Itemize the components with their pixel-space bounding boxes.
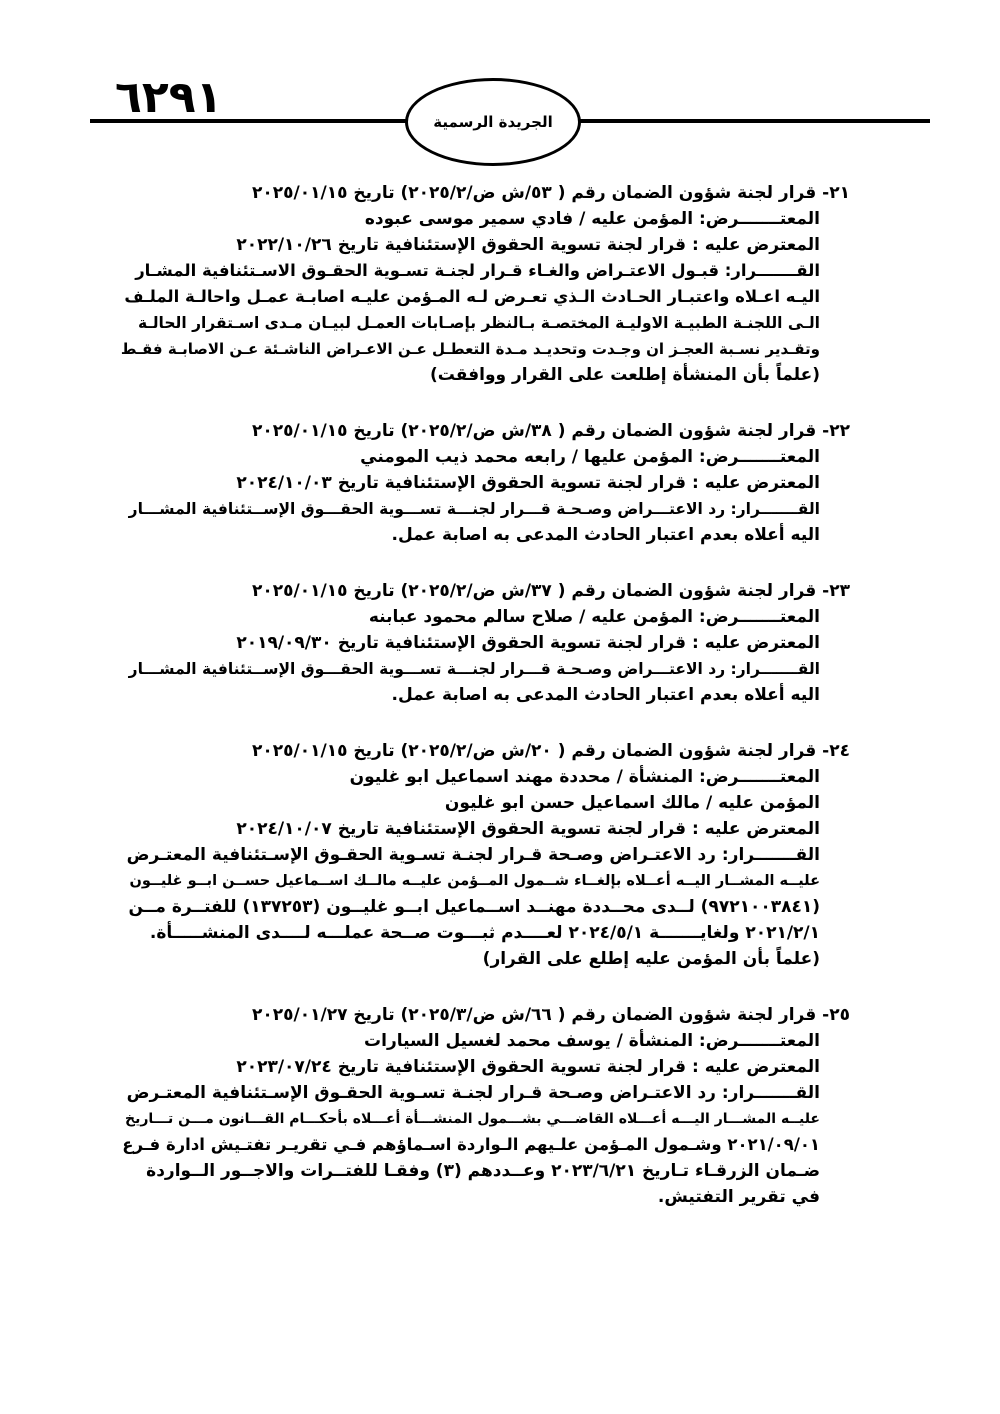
decision-line: القـــــــرار: رد الاعتـراض وصـحة قـرار لجنـة تسـوية الحقـوق الإسـتئنافية المعتـرض (126, 845, 820, 865)
decision-entry (118, 578, 850, 708)
decision-entry (118, 418, 850, 548)
document-body (118, 180, 850, 1240)
decision-line: عليــه المشـــار اليـــه أعـــلاه القاضـــي بشـــمول المنشـــأة أعـــلاه بأحكـــام القـــانون مـــن تـــاريخ (125, 1111, 820, 1127)
objector-line: المعتـــــــرض: المؤمن عليها / رابعه محمد ذيب المومني (360, 447, 820, 467)
entry-title: ٢٥- قرار لجنة شؤون الضمان رقم ( ٦٦/ش ض/٢٠٢٥/٣) تاريخ ٢٠٢٥/٠١/٢٧ (252, 1005, 850, 1025)
page-number: ٦٢٩١ (115, 72, 223, 123)
decision-entry (118, 1002, 850, 1210)
decision-line: ضـمان الزرقـاء تـاريخ ٢٠٢٣/٦/٢١ وعــددهم (٣) وفقـا للفتــرات والاجــور الــواردة (146, 1161, 820, 1181)
objected-against-line: المعترض عليه : قرار لجنة تسوية الحقوق الإستئنافية تاريخ ٢٠٢٣/٠٧/٢٤ (236, 1057, 820, 1077)
decision-line: (٩٧٢١٠٠٣٨٤١) لــدى محــددة مهنــد اســماعيل ابــو غليــون (١٣٧٢٥٣) للفتــرة مــن (128, 897, 820, 917)
decision-line: القـــــــرار: رد الاعتـراض وصـحة قـرار لجنـة تسـوية الحقـوق الإسـتئنافية المعتـرض (126, 1083, 820, 1103)
entry-title: ٢٤- قرار لجنة شؤون الضمان رقم ( ٢٠/ش ض/٢٠٢٥/٢) تاريخ ٢٠٢٥/٠١/١٥ (252, 741, 850, 761)
decision-line: وتقـدير نسـبة العجـز ان وجـدت وتحديـد مـدة التعطـل عـن الاعـراض الناشـئة عـن الاصابـة فقـط (120, 340, 820, 358)
decision-line: ٢٠٢١/٠٩/٠١ وشـمول المـؤمن علـيهم الـواردة اسـماؤهم فـي تقريـر تفتـيش ادارة فـرع (122, 1135, 820, 1154)
decision-line: اليـه اعـلاه واعتبـار الحـادث الـذي تعـرض لـه المـؤمن عليـه اصابـة عمـل واحالـة الملـف (124, 287, 820, 306)
decision-line: القـــــــرار: رد الاعتـــراض وصـحـة قـــرار لجنـــة تســـوية الحقـــوق الإســتئنافية المشـــار (128, 660, 820, 678)
decision-entry (118, 738, 850, 972)
gazette-title: الجريدة الرسمية (433, 113, 553, 131)
decision-line: اليه أعلاه بعدم اعتبار الحادث المدعى به اصابة عمل. (391, 685, 820, 705)
entry-title: ٢١- قرار لجنة شؤون الضمان رقم ( ٥٣/ش ض/٢٠٢٥/٢) تاريخ ٢٠٢٥/٠١/١٥ (252, 183, 850, 203)
decision-note: (علماً بأن المنشأة إطلعت على القرار ووافقت) (429, 365, 820, 385)
entry-title: ٢٣- قرار لجنة شؤون الضمان رقم ( ٣٧/ش ض/٢٠٢٥/٢) تاريخ ٢٠٢٥/٠١/١٥ (252, 581, 850, 601)
decision-line: ٢٠٢١/٢/١ ولغايـــــــة ٢٠٢٤/٥/١ لعــــدم ثبـــوت صــحة عملـــه لــــدى المنشـــــأة. (149, 923, 820, 943)
objected-against-line: المعترض عليه : قرار لجنة تسوية الحقوق الإستئنافية تاريخ ٢٠١٩/٠٩/٣٠ (236, 633, 820, 653)
objected-against-line: المعترض عليه : قرار لجنة تسوية الحقوق الإستئنافية تاريخ ٢٠٢٤/١٠/٠٣ (236, 473, 820, 493)
objector-line: المعتـــــــرض: المنشأة / يوسف محمد لغسيل السيارات (364, 1031, 820, 1051)
objector-line: المعتـــــــرض: المؤمن عليه / فادي سمير موسى عبوده (364, 209, 820, 229)
decision-line: الـى اللجنـة الطبيـة الاوليـة المختصـة بـالنظر بإصـابات العمـل لبيـان مـدى اسـتقرار الحالـة (138, 314, 820, 332)
objected-against-line: المعترض عليه : قرار لجنة تسوية الحقوق الإستئنافية تاريخ ٢٠٢٢/١٠/٢٦ (236, 235, 820, 255)
decision-line: القـــــــرار: رد الاعتـــراض وصـحـة قـــرار لجنـــة تســـوية الحقـــوق الإســتئنافية المشـــار (128, 500, 820, 518)
entry-title: ٢٢- قرار لجنة شؤون الضمان رقم ( ٣٨/ش ض/٢٠٢٥/٢) تاريخ ٢٠٢٥/٠١/١٥ (252, 421, 850, 441)
decision-entry (118, 180, 850, 388)
decision-line: اليه أعلاه بعدم اعتبار الحادث المدعى به اصابة عمل. (391, 525, 820, 545)
objector-line: المعتـــــــرض: المؤمن عليه / صلاح سالم محمود عبابنه (368, 607, 820, 627)
decision-line: القـــــــرار: قبـول الاعتـراض والغـاء قـرار لجنـة تسـوية الحقـوق الاسـتئنافية المشـار (135, 261, 820, 280)
decision-note: (علماً بأن المؤمن عليه إطلع على القرار) (482, 949, 820, 969)
decision-line: عليــه المشــار اليــه أعــلاه بإلغــاء شــمول المــؤمن عليــه مالــك اســماعيل حســن ابــو غليــون (129, 873, 820, 889)
gazette-title-oval (405, 78, 581, 166)
decision-line: في تقرير التفتيش. (657, 1187, 820, 1207)
insured-line: المؤمن عليه / مالك اسماعيل حسن ابو غليون (444, 793, 820, 813)
objected-against-line: المعترض عليه : قرار لجنة تسوية الحقوق الإستئنافية تاريخ ٢٠٢٤/١٠/٠٧ (236, 819, 820, 839)
objector-line: المعتـــــــرض: المنشأة / محددة مهند اسماعيل ابو غليون (349, 767, 820, 787)
